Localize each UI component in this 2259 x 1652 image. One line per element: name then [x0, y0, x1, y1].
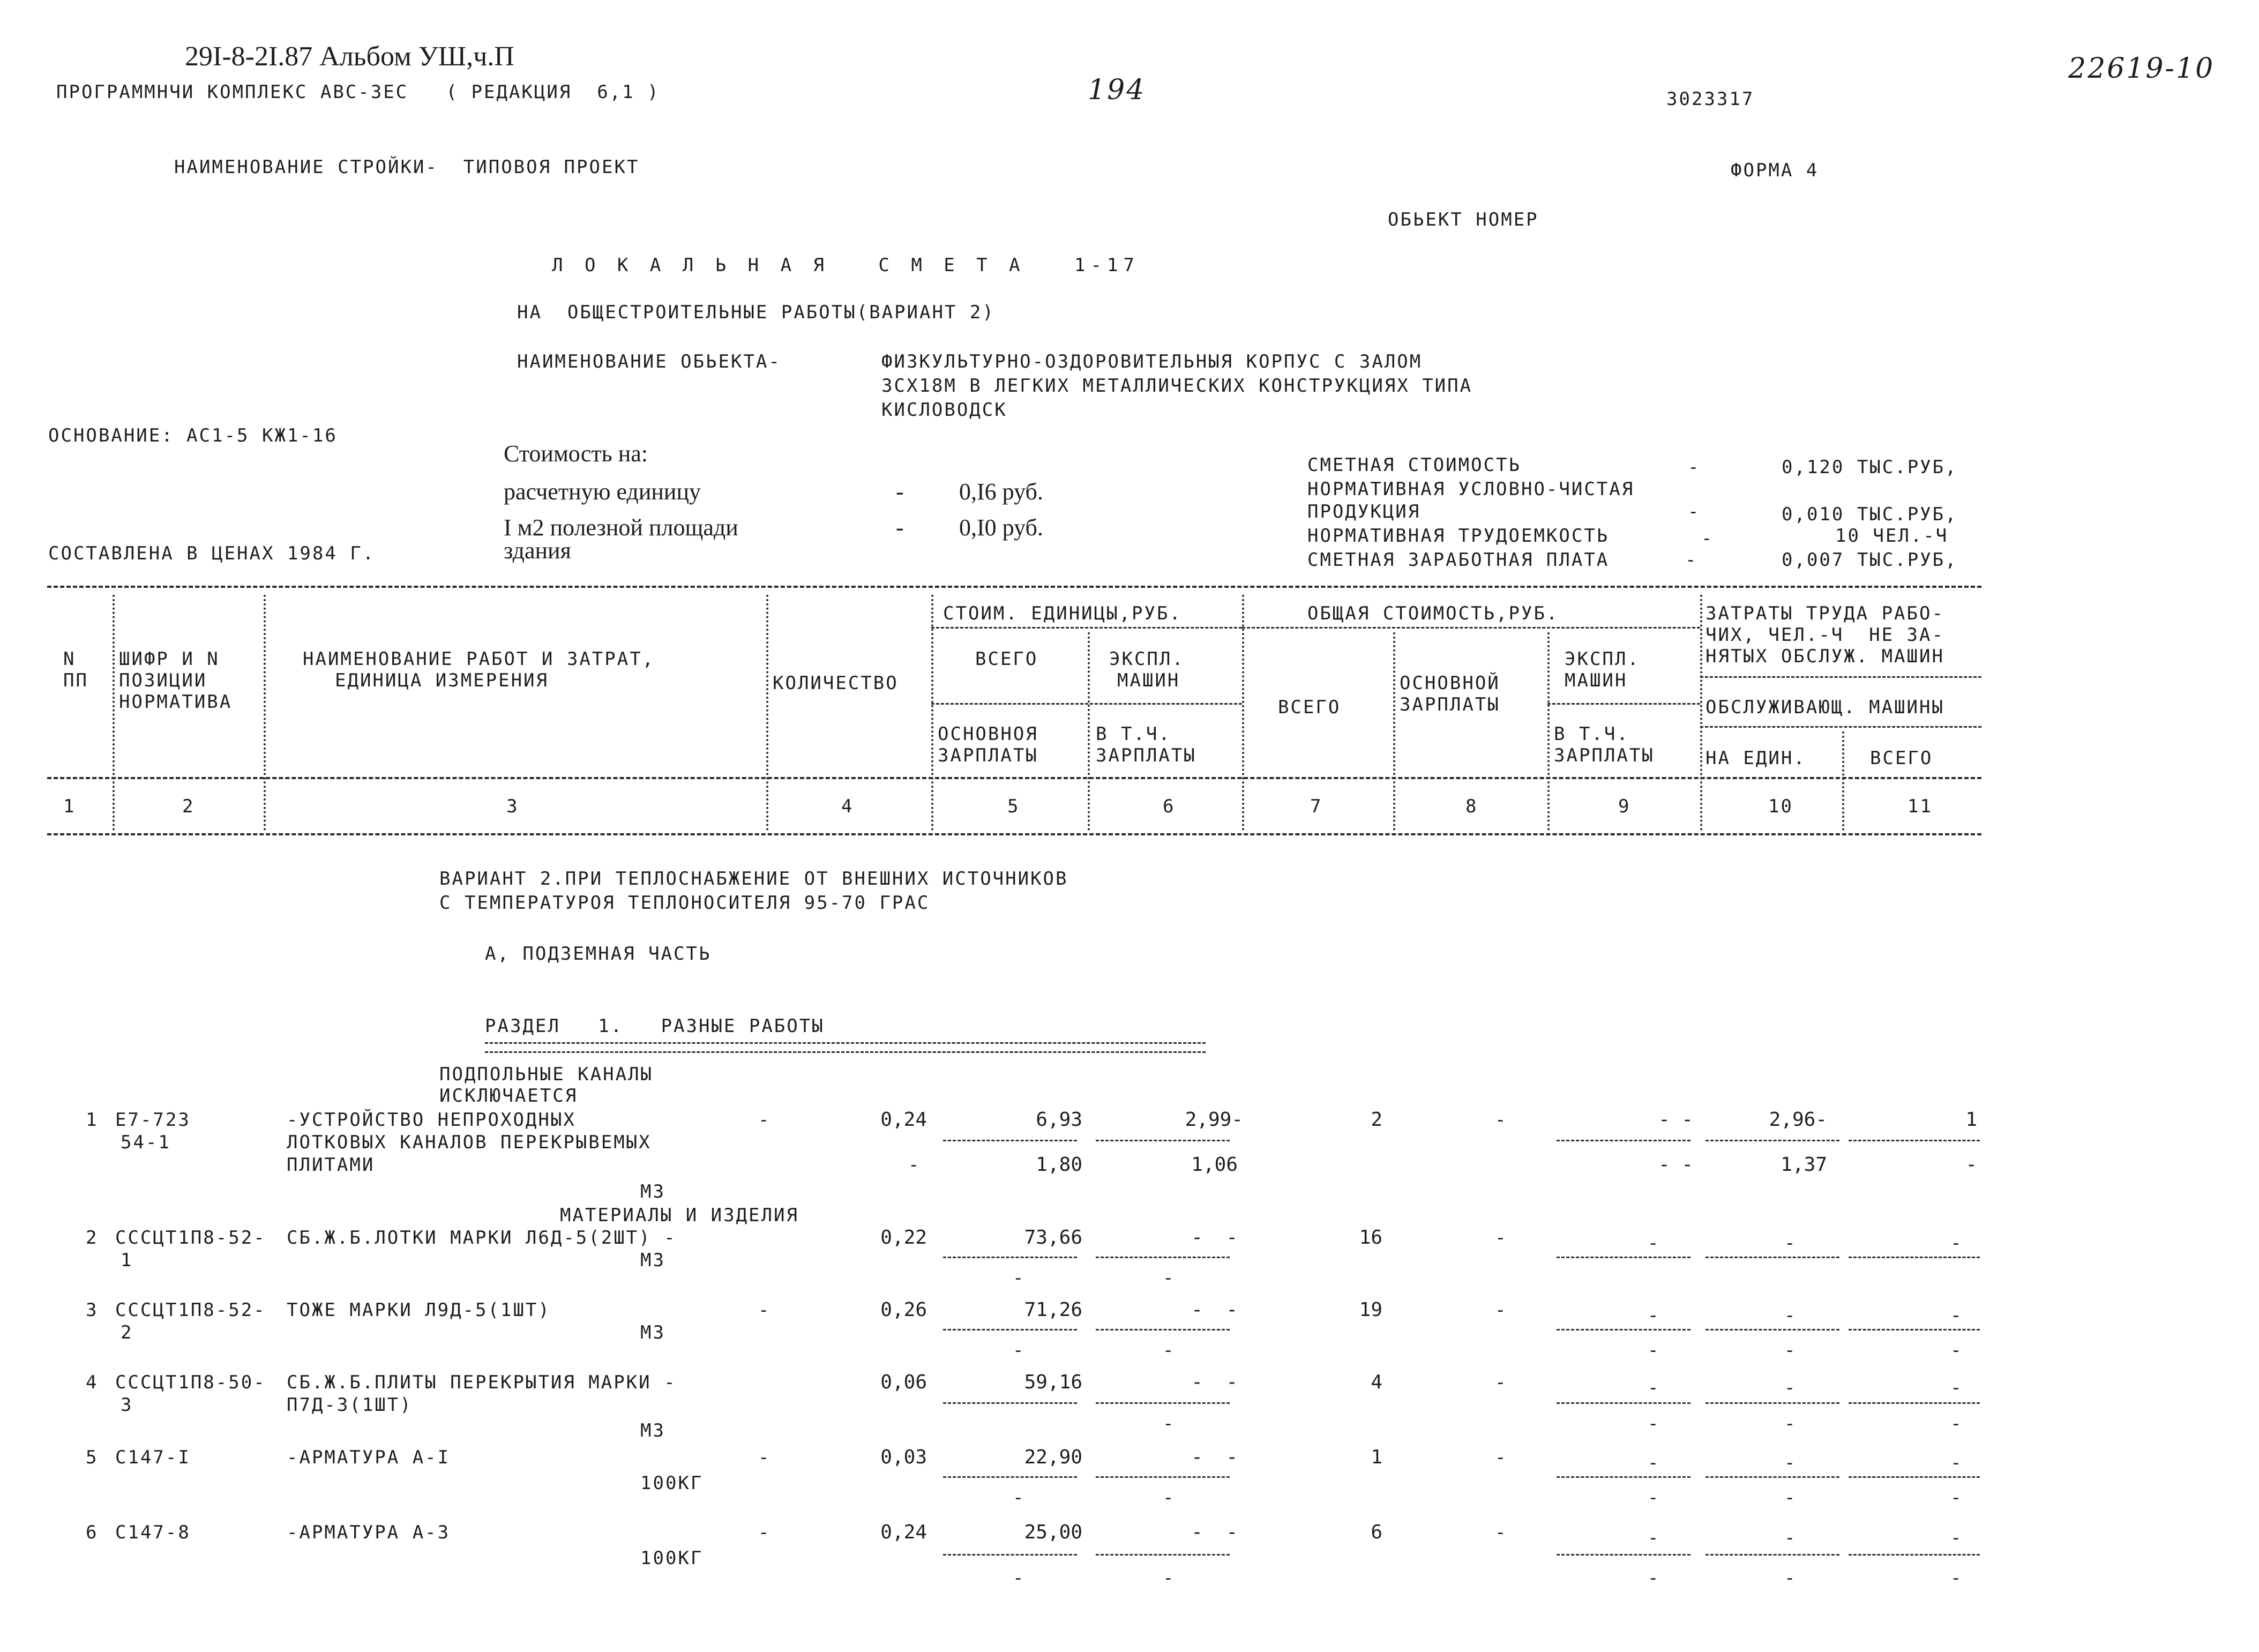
- row-qty: 0,24: [880, 1521, 927, 1543]
- row-unit-total: 22,90: [1024, 1446, 1082, 1468]
- row-total: 16: [1359, 1227, 1382, 1249]
- row-total: 1: [1371, 1446, 1382, 1468]
- row-labor-total: -: [1950, 1527, 1963, 1549]
- row-code-sub: 1: [121, 1250, 133, 1271]
- col-sep-1: [113, 595, 115, 831]
- row-qty: 0,22: [880, 1227, 927, 1249]
- row-sub-rule: [1849, 1402, 1980, 1404]
- row-number: 5: [86, 1447, 99, 1468]
- summary-value-3: 0,010 ТЫС.РУБ,: [1782, 504, 1958, 525]
- colnum-11: 11: [1908, 796, 1933, 817]
- row-labor-unit: -: [1784, 1452, 1797, 1474]
- row-wages: -: [1495, 1299, 1508, 1321]
- col-sep-9: [1700, 595, 1702, 831]
- row-mach-wages: -: [1648, 1413, 1660, 1434]
- row-sub-rule: [943, 1402, 1077, 1404]
- row-sub-rule: [1557, 1402, 1690, 1404]
- row-number: 4: [86, 1372, 99, 1393]
- labor-group-head-3: НЯТЫХ ОБСЛУЖ. МАШИН: [1706, 646, 1944, 667]
- col5-head-bottom-2: ЗАРПЛАТЫ: [938, 745, 1038, 766]
- row-machines: -: [1648, 1527, 1660, 1549]
- summary-value-5: 0,007 ТЫС.РУБ,: [1782, 549, 1958, 571]
- row-unit-wages: -: [1013, 1487, 1026, 1508]
- summary-dash-5: -: [1685, 549, 1698, 571]
- col8-head-2: ЗАРПЛАТЫ: [1400, 694, 1500, 715]
- colnum-10: 10: [1768, 796, 1793, 817]
- col3-head-2: ЕДИНИЦА ИЗМЕРЕНИЯ: [335, 670, 549, 691]
- row-labor-unit: -: [1784, 1527, 1797, 1549]
- object-name-line-1: ФИЗКУЛЬТУРНО-ОЗДОРОВИТЕЛЬНЫЯ КОРПУС С ЗАЛОМ: [881, 351, 1423, 372]
- summary-label-3: ПРОДУКЦИЯ: [1307, 501, 1421, 522]
- row-machines: -: [1648, 1452, 1660, 1474]
- row-labor-total-b: -: [1950, 1487, 1963, 1508]
- row-mach-wages: - -: [1658, 1154, 1693, 1176]
- row-sub-rule: [1706, 1140, 1839, 1141]
- row-labor-unit: -: [1784, 1377, 1797, 1399]
- page-number: 194: [1088, 74, 1146, 106]
- col3-head-1: НАИМЕНОВАНИЕ РАБОТ И ЗАТРАТ,: [303, 648, 655, 670]
- part-heading: А, ПОДЗЕМНАЯ ЧАСТЬ: [485, 943, 712, 965]
- colnum-3: 3: [506, 796, 519, 817]
- row-sub-rule: [1849, 1476, 1980, 1478]
- row-name-1: -АРМАТУРА А-I: [287, 1447, 451, 1468]
- row-sub-rule: [1557, 1476, 1690, 1478]
- row-name-1: СБ.Ж.Б.ПЛИТЫ ПЕРЕКРЫТИЯ МАРКИ -: [287, 1372, 677, 1393]
- row-unit-mach-wages: -: [1163, 1267, 1176, 1289]
- row-sub-rule: [1706, 1476, 1839, 1478]
- row-wages: -: [1495, 1522, 1508, 1543]
- cost-per-unit-label: расчетную единицу: [504, 479, 701, 505]
- row-code-sub: 2: [121, 1322, 133, 1343]
- row-sub-rule: [1706, 1402, 1839, 1404]
- row-sub-rule: [1096, 1140, 1230, 1141]
- summary-label-1: СМЕТНАЯ СТОИМОСТЬ: [1307, 454, 1521, 476]
- row-unit-mach-wages: -: [1163, 1340, 1176, 1361]
- row-sub-rule: [1849, 1329, 1980, 1330]
- row-wages: -: [1495, 1372, 1508, 1393]
- row-labor-total-b: -: [1950, 1413, 1963, 1434]
- col-sep-3: [766, 595, 768, 831]
- summary-dash-4: -: [1701, 528, 1714, 549]
- row-dash: -: [758, 1109, 771, 1131]
- section-heading: РАЗДЕЛ 1. РАЗНЫЕ РАБОТЫ: [485, 1015, 825, 1037]
- labor-sub-rule-1: [1700, 676, 1981, 678]
- handwritten-code: 22619-10: [2068, 53, 2215, 85]
- row-number: 2: [86, 1227, 99, 1249]
- colnum-5: 5: [1007, 796, 1020, 817]
- row-unit-machines: - -: [1191, 1446, 1238, 1468]
- header-top-rule: [47, 586, 1981, 588]
- row-name-1: ТОЖЕ МАРКИ Л9Д-5(1ШТ): [287, 1299, 551, 1321]
- colnum-1: 1: [63, 796, 76, 817]
- row-unit: 100КГ: [640, 1548, 704, 1569]
- col9-head-top-1: ЭКСПЛ.: [1565, 648, 1640, 670]
- row-labor-total: -: [1950, 1452, 1963, 1474]
- row-sub-rule: [1096, 1257, 1230, 1258]
- row-total: 2: [1371, 1109, 1382, 1131]
- row-labor-total-b: -: [1950, 1567, 1963, 1589]
- col5-head-bottom-1: ОСНОВНОЯ: [938, 723, 1038, 745]
- row-name-2: П7Д-3(1ШТ): [287, 1394, 413, 1416]
- col-sep-6: [1242, 595, 1244, 831]
- document-subtitle: НА ОБЩЕСТРОИТЕЛЬНЫЕ РАБОТЫ(ВАРИАНТ 2): [517, 302, 995, 323]
- row-labor-total-b: -: [1950, 1340, 1963, 1361]
- colnum-6: 6: [1163, 796, 1176, 817]
- row-labor-total: -: [1950, 1305, 1963, 1326]
- summary-value-4: 10 ЧЕЛ.-Ч: [1835, 525, 1949, 547]
- album-reference: 29I-8-2I.87 Альбом УШ,ч.П: [185, 41, 514, 72]
- row-sub-rule: [1849, 1140, 1980, 1141]
- row-unit-machines: - -: [1191, 1299, 1238, 1321]
- row-machines: -: [1648, 1305, 1660, 1326]
- row-sub-rule: [1706, 1329, 1839, 1330]
- cost-per-m2-label: I м2 полезной площади: [504, 514, 738, 541]
- row-labor-unit: -: [1784, 1232, 1797, 1254]
- col9-head-bottom-1: В Т.Ч.: [1554, 723, 1629, 745]
- basis-label: ОСНОВАНИЕ: АС1-5 КЖ1-16: [48, 425, 338, 446]
- labor-sub-rule-2: [1700, 726, 1981, 728]
- row-sub-rule: [1096, 1476, 1230, 1478]
- row-code-sub: 3: [121, 1394, 133, 1416]
- summary-dash-3: -: [1688, 501, 1701, 522]
- row-labor-unit-b: -: [1784, 1413, 1797, 1434]
- document-code: 3023317: [1666, 88, 1755, 110]
- object-label: НАИМЕНОВАНИЕ ОБЬЕКТА-: [517, 351, 781, 372]
- row-labor-total: -: [1950, 1377, 1963, 1399]
- row-wages: -: [1495, 1227, 1508, 1249]
- colnum-7: 7: [1310, 796, 1323, 817]
- col6-head-top-1: ЭКСПЛ.: [1109, 648, 1185, 670]
- group1-line-1: ПОДПОЛЬНЫЕ КАНАЛЫ: [439, 1064, 653, 1085]
- variant-line-2: С ТЕМПЕРАТУРОЯ ТЕПЛОНОСИТЕЛЯ 95-70 ГРАС: [439, 892, 930, 914]
- row-mach-wages: -: [1648, 1487, 1660, 1508]
- col2-head-2: ПОЗИЦИИ: [119, 670, 207, 691]
- row-mach-wages: -: [1648, 1567, 1660, 1589]
- col-sep-7: [1393, 632, 1395, 831]
- group1-line-2: ИСКЛЮЧАЕТСЯ: [439, 1085, 578, 1107]
- col2-head-1: ШИФР И N: [119, 648, 220, 670]
- row-unit-total: 73,66: [1024, 1227, 1082, 1249]
- document-title: Л О К А Л Ь Н А Я С М Е Т А 1-17: [552, 255, 1140, 276]
- total-cost-group-rule: [1242, 627, 1700, 629]
- row-total: 19: [1359, 1299, 1382, 1321]
- row-dash: -: [758, 1447, 771, 1468]
- header-mid-rule: [47, 777, 1981, 779]
- col6-head-bottom-2: ЗАРПЛАТЫ: [1096, 745, 1196, 766]
- row-unit-total: 6,93: [1036, 1109, 1082, 1131]
- col7-head: ВСЕГО: [1278, 697, 1341, 718]
- row-mach-wages: -: [1648, 1340, 1660, 1361]
- row-dash: -: [758, 1299, 771, 1321]
- row-code: С147-I: [115, 1447, 191, 1468]
- row-unit: М3: [640, 1322, 665, 1343]
- row-unit: М3: [640, 1181, 665, 1202]
- col9-head-bottom-2: ЗАРПЛАТЫ: [1554, 745, 1655, 766]
- row-sub-rule: [1849, 1257, 1980, 1258]
- unit-cost-group-rule: [931, 627, 1242, 629]
- row-sub-rule: [1096, 1554, 1230, 1556]
- row-unit-wages: 1,80: [1036, 1154, 1082, 1176]
- col-sep-5: [1088, 632, 1090, 831]
- cost-box-title: Стоимость на:: [504, 440, 648, 467]
- col6-head-top-2: МАШИН: [1117, 670, 1180, 691]
- summary-value-1: 0,120 ТЫС.РУБ,: [1782, 457, 1958, 478]
- row-total: 6: [1371, 1521, 1382, 1543]
- col-sep-8: [1547, 632, 1550, 831]
- row-number: 3: [86, 1299, 99, 1321]
- col10-head: НА ЕДИН.: [1706, 747, 1806, 769]
- mach-sub-rule: [1547, 703, 1700, 705]
- summary-label-2: НОРМАТИВНАЯ УСЛОВНО-ЧИСТАЯ: [1307, 479, 1635, 500]
- row-code: Е7-723: [115, 1109, 191, 1131]
- row-labor-total-b: -: [1965, 1154, 1977, 1176]
- row-unit-mach-wages: -: [1163, 1487, 1176, 1508]
- cost-per-m2-dash: -: [896, 514, 904, 541]
- row-unit-wages: -: [1013, 1340, 1026, 1361]
- cost-building-label: здания: [504, 537, 571, 564]
- row-unit-mach-wages: -: [1163, 1413, 1176, 1434]
- row-unit-mach-wages: -: [1163, 1567, 1176, 1589]
- row-sub-rule: [1706, 1257, 1839, 1258]
- row-name-1: -УСТРОЙСТВО НЕПРОХОДНЫХ: [287, 1109, 576, 1131]
- group2-heading: МАТЕРИАЛЫ И ИЗДЕЛИЯ: [560, 1205, 799, 1226]
- unit-cost-sub-rule: [931, 703, 1242, 705]
- row-labor-unit: -: [1784, 1305, 1797, 1326]
- row-unit: 100КГ: [640, 1472, 704, 1494]
- row-sub-rule: [1557, 1140, 1690, 1141]
- row-sub-rule: [1557, 1329, 1690, 1330]
- summary-label-5: СМЕТНАЯ ЗАРАБОТНАЯ ПЛАТА: [1307, 549, 1610, 571]
- row-sub-rule: [1096, 1329, 1230, 1330]
- col-sep-4: [931, 595, 933, 831]
- cost-per-m2-value: 0,I0 руб.: [959, 514, 1043, 541]
- col9-head-top-2: МАШИН: [1565, 670, 1628, 691]
- row-unit-wages: -: [1013, 1267, 1026, 1289]
- row-name-1: -АРМАТУРА А-3: [287, 1522, 451, 1543]
- row-labor-unit-b: -: [1784, 1567, 1797, 1589]
- row-number: 6: [86, 1522, 99, 1543]
- col1-head-2: ПП: [63, 670, 88, 691]
- row-sub-rule: [943, 1329, 1077, 1330]
- col11-head: ВСЕГО: [1870, 747, 1933, 769]
- row-number: 1: [86, 1109, 99, 1131]
- row-unit: М3: [640, 1420, 665, 1441]
- row-sub-rule: [943, 1554, 1077, 1556]
- row-qty: 0,03: [880, 1446, 927, 1468]
- row-dash: -: [908, 1154, 921, 1176]
- row-code: СССЦТ1П8-50-: [115, 1372, 266, 1393]
- object-name-line-3: КИСЛОВОДСК: [881, 399, 1007, 421]
- colnum-4: 4: [841, 796, 854, 817]
- row-labor-unit-b: -: [1784, 1487, 1797, 1508]
- row-code: С147-8: [115, 1522, 191, 1543]
- row-sub-rule: [943, 1140, 1077, 1141]
- colnum-8: 8: [1465, 796, 1478, 817]
- row-sub-rule: [1557, 1554, 1690, 1556]
- program-complex-line: ПРОГРАММНЧИ КОМПЛЕКС АВС-ЗЕС ( РЕДАКЦИЯ 6,1 ): [56, 81, 660, 103]
- construction-name: НАИМЕНОВАНИЕ СТРОЙКИ- ТИПОВОЯ ПРОЕКТ: [174, 156, 640, 178]
- row-code: СССЦТ1П8-52-: [115, 1227, 266, 1249]
- total-cost-group-head: ОБЩАЯ СТОИМОСТЬ,РУБ.: [1307, 603, 1559, 624]
- labor-sub-head: ОБСЛУЖИВАЮЩ. МАШИНЫ: [1706, 697, 1944, 718]
- row-unit-mach-wages: 1,06: [1191, 1154, 1238, 1176]
- row-unit-machines: 2,99-: [1185, 1109, 1243, 1131]
- row-labor-unit-b: -: [1784, 1340, 1797, 1361]
- summary-dash-1: -: [1688, 457, 1701, 478]
- row-unit-total: 25,00: [1024, 1521, 1082, 1543]
- col5-head-top: ВСЕГО: [975, 648, 1038, 670]
- row-labor-unit-b: 1,37: [1781, 1154, 1827, 1176]
- row-total: 4: [1371, 1371, 1382, 1393]
- labor-group-head-2: ЧИХ, ЧЕЛ.-Ч НЕ ЗА-: [1706, 624, 1944, 646]
- row-machines: -: [1648, 1377, 1660, 1399]
- row-sub-rule: [943, 1257, 1077, 1258]
- labor-group-head-1: ЗАТРАТЫ ТРУДА РАБО-: [1706, 603, 1944, 624]
- row-qty: 0,26: [880, 1299, 927, 1321]
- row-wages: -: [1495, 1109, 1508, 1131]
- row-unit-machines: - -: [1191, 1227, 1238, 1249]
- row-machines: -: [1648, 1232, 1660, 1254]
- row-sub-rule: [1849, 1554, 1980, 1556]
- row-sub-rule: [1096, 1402, 1230, 1404]
- cost-per-unit-value: 0,I6 руб.: [959, 479, 1043, 505]
- cost-per-unit-dash: -: [896, 479, 904, 505]
- row-code-sub: 54-1: [121, 1132, 171, 1153]
- object-number-label: ОБЬЕКТ НОМЕР: [1388, 209, 1539, 230]
- compiled-in-prices: СОСТАВЛЕНА В ЦЕНАХ 1984 Г.: [48, 543, 376, 564]
- row-labor-total: 1: [1965, 1109, 1977, 1131]
- row-unit-machines: - -: [1191, 1371, 1238, 1393]
- row-qty: 0,24: [880, 1109, 927, 1131]
- section-double-rule: [485, 1042, 1206, 1053]
- row-unit: М3: [640, 1250, 665, 1271]
- col8-head-1: ОСНОВНОЙ: [1400, 672, 1500, 694]
- row-sub-rule: [1557, 1257, 1690, 1258]
- col4-head: КОЛИЧЕСТВО: [773, 672, 899, 694]
- col-sep-2: [264, 595, 266, 831]
- row-unit-wages: -: [1013, 1567, 1026, 1589]
- row-code: СССЦТ1П8-52-: [115, 1299, 266, 1321]
- col6-head-bottom-1: В Т.Ч.: [1096, 723, 1171, 745]
- row-sub-rule: [943, 1476, 1077, 1478]
- object-name-line-2: ЗСХ18М В ЛЕГКИХ МЕТАЛЛИЧЕСКИХ КОНСТРУКЦИЯХ ТИПА: [881, 375, 1473, 397]
- col2-head-3: НОРМАТИВА: [119, 691, 233, 713]
- row-labor-unit: 2,96-: [1769, 1109, 1827, 1131]
- row-name-3: ПЛИТАМИ: [287, 1154, 375, 1176]
- col1-head-1: N: [63, 648, 76, 670]
- row-labor-total: -: [1950, 1232, 1963, 1254]
- form-label: ФОРМА 4: [1731, 160, 1819, 181]
- row-unit-total: 71,26: [1024, 1299, 1082, 1321]
- row-sub-rule: [1706, 1554, 1839, 1556]
- colnum-2: 2: [182, 796, 195, 817]
- unit-cost-group-head: СТОИМ. ЕДИНИЦЫ,РУБ.: [943, 603, 1182, 624]
- row-dash: -: [758, 1522, 771, 1543]
- row-machines: - -: [1658, 1109, 1693, 1131]
- colnum-9: 9: [1618, 796, 1631, 817]
- row-unit-total: 59,16: [1024, 1371, 1082, 1393]
- row-wages: -: [1495, 1447, 1508, 1468]
- row-unit-machines: - -: [1191, 1521, 1238, 1543]
- row-qty: 0,06: [880, 1371, 927, 1393]
- summary-label-4: НОРМАТИВНАЯ ТРУДОЕМКОСТЬ: [1307, 525, 1610, 547]
- col-sep-10: [1842, 731, 1844, 831]
- row-name-2: ЛОТКОВЫХ КАНАЛОВ ПЕРЕКРЫВЕМЫХ: [287, 1132, 652, 1153]
- header-bottom-rule: [47, 833, 1981, 835]
- variant-line-1: ВАРИАНТ 2.ПРИ ТЕПЛОСНАБЖЕНИЕ ОТ ВНЕШНИХ ИСТОЧНИКОВ: [439, 868, 1068, 889]
- row-name-1: СБ.Ж.Б.ЛОТКИ МАРКИ Л6Д-5(2ШТ) -: [287, 1227, 677, 1249]
